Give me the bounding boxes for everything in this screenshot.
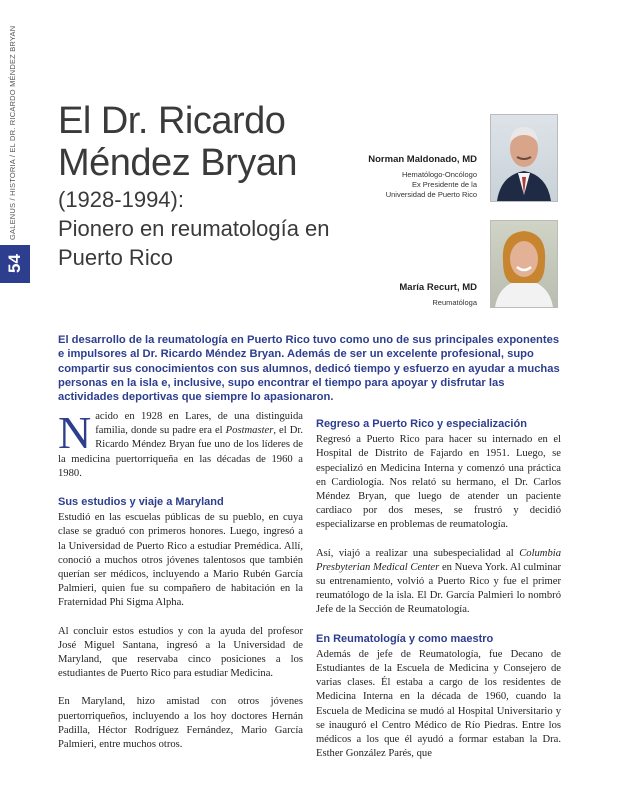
author-1-role: Hematólogo-Oncólogo bbox=[401, 170, 477, 179]
paragraph: Estudió en las escuelas públicas de su pueblo, en cuya clase se graduó con primeros honores. Luego, ingresó a la Universidad de Puerto Rico a estudiar Premédica. Allí, conoció a muchos otros jóvenes talentosos que también querían ser médicos, incluyendo a Mario Rubén García Palmieri, quien fue su compañero de habitación en la Fraternidad Phi Sigma Alpha. bbox=[58, 512, 303, 609]
author-2-role: Reumatóloga bbox=[432, 298, 477, 307]
paragraph bbox=[316, 547, 561, 618]
paragraph: Además de jefe de Reumatología, fue Decano de Estudiantes de la Escuela de Medicina y Consejero de varias clases. Él estaba a cargo de los residentes de Medicina Interna en la década de 1960, cuando la Escuela de Medicina se mudó al Hospital Universitario y se inauguró el Centro Médico de Río Piedras. Entre los médicos a los que él ayudó a formar estaban la Dra. Esther González Parés, que bbox=[316, 648, 561, 760]
title-line-4: Pionero en reumatología en bbox=[58, 216, 330, 241]
title-line-5: Puerto Rico bbox=[58, 245, 173, 270]
author-1 bbox=[360, 154, 477, 200]
breadcrumb: GALENUS / HISTORIA / EL DR. RICARDO MÉNDEZ BRYAN bbox=[8, 25, 17, 240]
paragraph-text: en Nueva York. Al culminar su entrenamiento, volvió a Puerto Rico y fue el primer reumatólogo de la isla. El Dr. García Palmieri lo nombró Jefe de la Sección de Reumatología. bbox=[316, 561, 561, 616]
left-column bbox=[58, 407, 304, 766]
lead-paragraph: El desarrollo de la reumatología en Puerto Rico tuvo como uno de sus principales exponentes e impulsores al Dr. Ricardo Méndez Bryan. Además de ser un excelente profesional, supo compartir sus conocimientos con sus alumnos, dedicó tiempo y esfuerzo en ayudar a muchas personas en la isla e, inclusive, supo encontrar el tiempo para apoyar y disfrutar las actividades deportivas que siempre lo apasionaron. bbox=[58, 334, 560, 404]
section-heading: Sus estudios y viaje a Maryland bbox=[58, 496, 224, 509]
author-1-role: Ex Presidente de la bbox=[411, 180, 477, 189]
author-2-photo bbox=[490, 220, 558, 308]
paragraph: En Maryland, hizo amistad con otros jóvenes puertorriqueños, incluyendo a los hoy doctores Hernán Padilla, Héctor Rodríguez Fernández, Mario García Palmieri, entre muchos otros. bbox=[58, 696, 303, 751]
side-tab bbox=[0, 0, 30, 802]
author-2 bbox=[360, 282, 477, 308]
author-2-name: María Recurt, MD bbox=[399, 282, 477, 293]
title-line-1: El Dr. Ricardo bbox=[58, 100, 286, 142]
right-column bbox=[316, 417, 561, 775]
article-title bbox=[58, 100, 368, 271]
portrait-man-icon bbox=[491, 115, 557, 201]
page-number: 54 bbox=[5, 254, 24, 274]
author-1-photo bbox=[490, 114, 558, 202]
paragraph-text: , el Dr. Ricardo Méndez Bryan fue uno de los líderes de la medicina puertorriqueña en las décadas de 1960 a 1980. bbox=[58, 425, 304, 479]
title-line-3: (1928-1994): bbox=[58, 187, 184, 212]
italic-text: Columbia Presbyterian Medical Center bbox=[316, 547, 561, 573]
intro-paragraph bbox=[58, 407, 304, 481]
section-heading: Regreso a Puerto Rico y especialización bbox=[316, 418, 527, 430]
author-1-name: Norman Maldonado, MD bbox=[368, 154, 477, 165]
paragraph-text: acido en 1928 en Lares, de una distinguida familia, donde su padre era el bbox=[95, 411, 303, 437]
paragraph-text: Así, viajó a realizar una subespecialidad al bbox=[316, 547, 520, 559]
italic-text: Postmaster bbox=[225, 425, 274, 437]
section-heading: En Reumatología y como maestro bbox=[316, 632, 494, 645]
author-1-role: Universidad de Puerto Rico bbox=[385, 190, 477, 199]
title-line-2: Méndez Bryan bbox=[58, 142, 298, 184]
portrait-woman-icon bbox=[491, 221, 557, 307]
paragraph: Al concluir estos estudios y con la ayuda del profesor José Miguel Santana, ingresó a la Universidad de Maryland, que reservaba cinco posiciones a los estudiantes de Puerto Rico para estudiar Medicina. bbox=[58, 625, 303, 680]
drop-cap: N bbox=[58, 407, 92, 458]
paragraph: Regresó a Puerto Rico para hacer su internado en el Hospital de Distrito de Fajardo en 1951. Luego, se especializó en Medicina Interna y comenzó una práctica en Cardiología. Nos relató su hermano, el Dr. Carlos Méndez Bryan, que luego de atender un paciente cardiaco por dos meses, se frustró y decidió especializarse en problemas de reumatología. bbox=[316, 434, 561, 531]
